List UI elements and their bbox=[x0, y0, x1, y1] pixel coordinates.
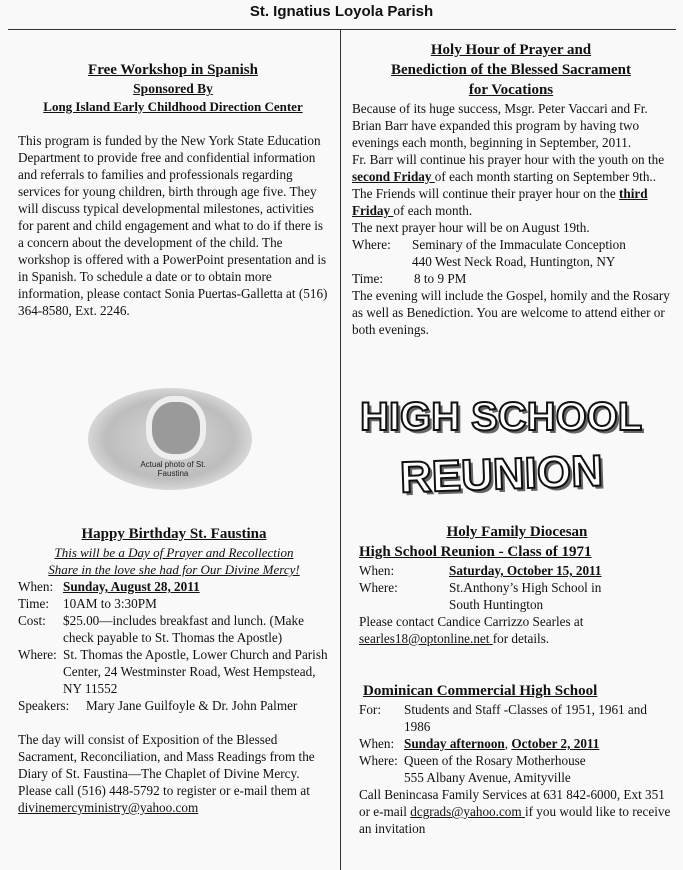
when-value-1: Sunday afternoon bbox=[404, 736, 505, 751]
high-school-reunion-graphic bbox=[356, 395, 666, 510]
where-value-2: 440 West Neck Road, Huntington, NY bbox=[412, 254, 616, 269]
faustina-subtitle-1: This will be a Day of Prayer and Recollection bbox=[54, 545, 294, 560]
where-label: Where: bbox=[18, 647, 57, 662]
graphic-line-1: HIGH SCHOOL bbox=[360, 395, 643, 439]
column-divider bbox=[340, 30, 341, 870]
when-label: When: bbox=[359, 563, 395, 578]
faustina-subtitle-2: Share in the love she had for Our Divine Mercy! bbox=[48, 562, 300, 577]
faustina-contact bbox=[18, 782, 330, 816]
header-divider bbox=[8, 29, 676, 30]
faustina-section bbox=[18, 524, 330, 816]
text: Call Benincasa Family Services at 631 842-6000, Ext 351 or e-mail bbox=[359, 787, 665, 819]
when-value: Sunday, August 28, 2011 bbox=[63, 579, 200, 594]
second-friday: second Friday bbox=[352, 169, 435, 184]
text: of each month. bbox=[393, 203, 473, 218]
holy-family-title-2: High School Reunion - Class of 1971 bbox=[359, 544, 592, 560]
st-faustina-photo bbox=[88, 388, 252, 490]
holy-family-contact bbox=[359, 613, 675, 647]
where-value: St. Thomas the Apostle, Lower Church and Parish Center, 24 Westminster Road, West Hempstead, NY 11552 bbox=[63, 647, 328, 696]
email-link[interactable]: divinemercyministry@yahoo.com bbox=[18, 800, 199, 815]
holy-hour-title-1: Holy Hour of Prayer and bbox=[430, 42, 592, 58]
time-label: Time: bbox=[18, 596, 50, 611]
where-value-1: Seminary of the Immaculate Conception bbox=[412, 237, 626, 252]
contact-text: Please call (516) 448-5792 to register or e-mail them at bbox=[18, 783, 310, 798]
for-value: Students and Staff -Classes of 1951, 1961 and 1986 bbox=[404, 702, 647, 734]
workshop-body: This program is funded by the New York State Education Department to provide free and confidential information and referrals to families and professionals regarding services for young children, birth through age five. They will discuss typical developmental milestones, activities for parent and child engagement and what to do if there is a concern about the development of the child. The workshop is offered with a PowerPoint presentation and is in Spanish. To schedule a date or to obtain more information, please contact Sonia Puertas-Galletta at (516) 364-8580, Ext. 2246. bbox=[18, 133, 328, 318]
text: Please contact Candice Carrizzo Searles at bbox=[359, 614, 584, 629]
when-label: When: bbox=[359, 736, 395, 751]
sep: , bbox=[504, 736, 512, 751]
holy-family-title-1: Holy Family Diocesan bbox=[446, 524, 588, 540]
faustina-body: The day will consist of Exposition of the Blessed Sacrament, Reconciliation, and Mass Readings from the Diary of St. Faustina—The Chaplet of Divine Mercy. bbox=[18, 732, 315, 781]
text: of each month starting on September 9th.. The Friends will continue their prayer hour on the bbox=[352, 169, 657, 201]
text: Fr. Barr will continue his prayer hour with the youth on the bbox=[352, 152, 665, 167]
for-label: For: bbox=[359, 702, 381, 717]
when-label: When: bbox=[18, 579, 54, 594]
graphic-line-2: REUNION bbox=[399, 446, 604, 503]
holy-hour-p3: The next prayer hour will be on August 19th. bbox=[352, 220, 590, 235]
holy-family-section bbox=[359, 522, 675, 647]
holy-hour-section bbox=[352, 40, 670, 338]
where-label: Where: bbox=[352, 237, 391, 252]
third-friday: third Friday bbox=[352, 186, 648, 218]
speakers-value: Mary Jane Guilfoyle & Dr. John Palmer bbox=[86, 698, 298, 713]
speakers-label: Speakers: bbox=[18, 698, 70, 713]
holy-hour-p4: The evening will include the Gospel, homily and the Rosary as well as Benediction. You are welcome to attend either or both evenings. bbox=[352, 288, 670, 337]
holy-hour-title-3: for Vocations bbox=[468, 82, 554, 98]
holy-hour-title-2: Benediction of the Blessed Sacrament bbox=[391, 62, 631, 78]
cost-value: $25.00—includes breakfast and lunch. (Make check payable to St. Thomas the Apostle) bbox=[63, 613, 304, 645]
text: for details. bbox=[492, 631, 550, 646]
workshop-sponsor: Long Island Early Childhood Direction Center bbox=[43, 99, 303, 114]
photo-caption: Actual photo of St. Faustina bbox=[140, 460, 206, 478]
portrait-face bbox=[146, 396, 206, 460]
where-value: St.Anthony’s High School in South Huntington bbox=[449, 580, 602, 612]
dominican-section bbox=[359, 681, 675, 837]
cost-label: Cost: bbox=[18, 613, 46, 628]
when-value: Saturday, October 15, 2011 bbox=[449, 563, 602, 578]
when-value-2: October 2, 2011 bbox=[511, 736, 600, 751]
time-label: Time: bbox=[352, 271, 384, 286]
dominican-contact bbox=[359, 786, 675, 837]
time-value: 10AM to 3:30PM bbox=[63, 596, 157, 611]
where-label: Where: bbox=[359, 753, 398, 768]
email-link[interactable]: dcgrads@yahoo.com bbox=[410, 804, 525, 819]
faustina-title: Happy Birthday St. Faustina bbox=[81, 526, 267, 542]
dominican-title: Dominican Commercial High School bbox=[363, 683, 598, 699]
where-value-2: 555 Albany Avenue, Amityville bbox=[404, 770, 571, 785]
workshop-section bbox=[18, 60, 328, 319]
workshop-title: Free Workshop in Spanish bbox=[88, 62, 258, 78]
where-label: Where: bbox=[359, 580, 398, 595]
where-value-1: Queen of the Rosary Motherhouse bbox=[404, 753, 586, 768]
workshop-sponsor-label: Sponsored By bbox=[133, 81, 213, 96]
holy-hour-p2 bbox=[352, 151, 670, 219]
time-value: 8 to 9 PM bbox=[414, 271, 467, 286]
page-header: St. Ignatius Loyola Parish bbox=[249, 3, 434, 20]
email-link[interactable]: searles18@optonline.net bbox=[359, 631, 493, 646]
text: if you would like to receive an invitation bbox=[359, 804, 671, 836]
holy-hour-p1: Because of its huge success, Msgr. Peter Vaccari and Fr. Brian Barr have expanded this program by having two evenings each month, beginning in September, 2011. bbox=[352, 101, 648, 150]
